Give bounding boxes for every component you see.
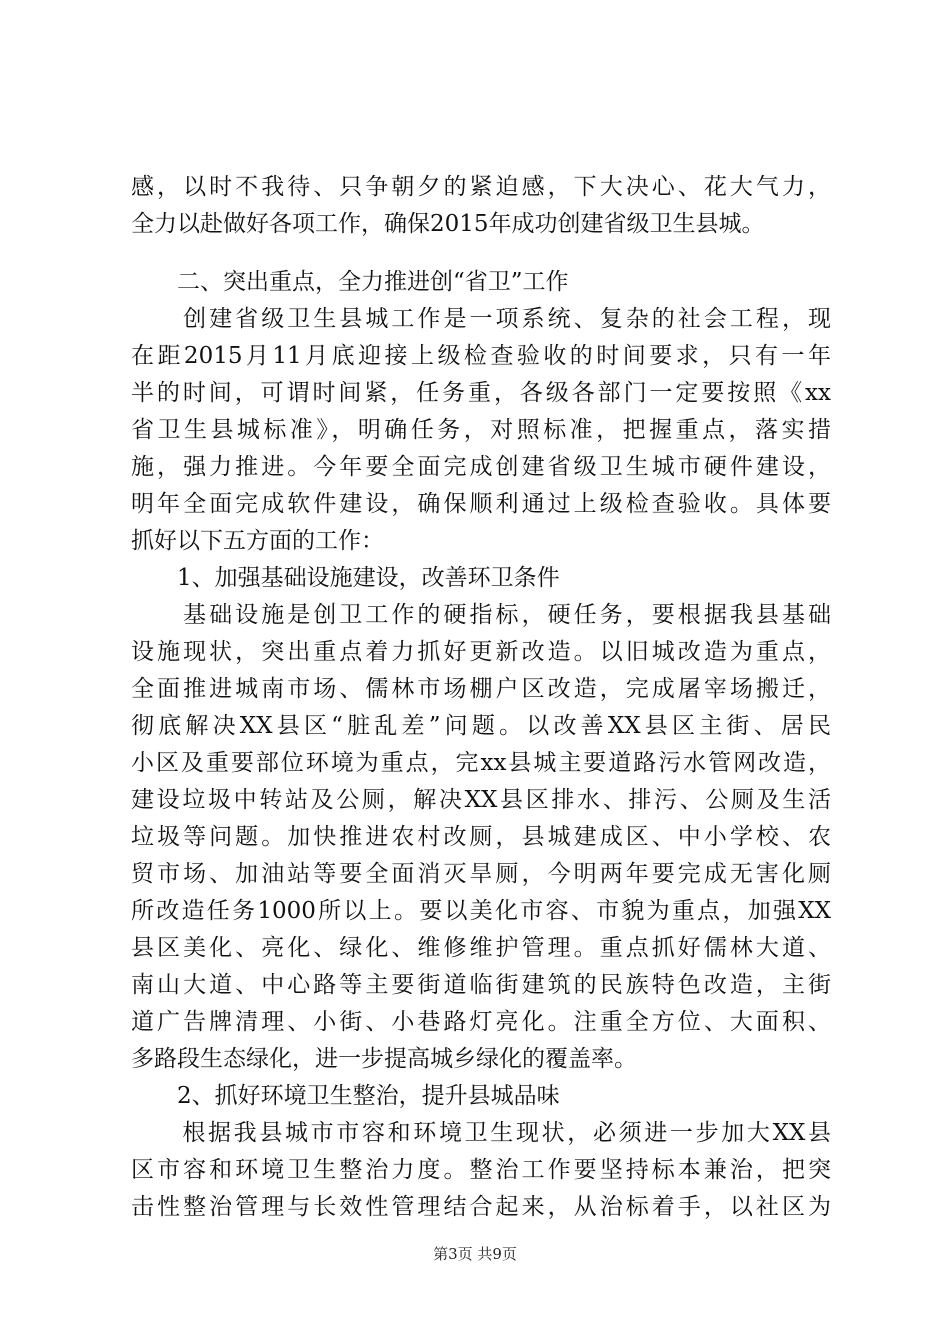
text-line: 在距2015月11月底迎接上级检查验收的时间要求，只有一年 — [131, 343, 831, 369]
text-line: 基础设施是创卫工作的硬指标，硬任务，要根据我县基础 — [131, 602, 831, 628]
text-line: 击性整治管理与长效性管理结合起来，从治标着手，以社区为 — [131, 1194, 831, 1220]
text-line: 全力以赴做好各项工作，确保2015年成功创建省级卫生县城。 — [131, 211, 765, 237]
page-footer: 第3页 共9页 — [433, 1245, 517, 1263]
text-line: 省卫生县城标准》，明确任务，对照标准，把握重点，落实措 — [131, 417, 831, 443]
text-line: 根据我县城市市容和环境卫生现状，必须进一步加大XX县 — [131, 1120, 831, 1146]
text-line: 贸市场、加油站等要全面消灭旱厕，今明两年要完成无害化厕 — [131, 861, 831, 887]
text-line: 半的时间，可谓时间紧，任务重，各级各部门一定要按照《xx — [131, 380, 831, 406]
text-line: 多路段生态绿化，进一步提高城乡绿化的覆盖率。 — [131, 1046, 637, 1072]
text-line: 感，以时不我待、只争朝夕的紧迫感，下大决心、花大气力， — [131, 174, 831, 200]
text-line: 县区美化、亮化、绿化、维修维护管理。重点抓好儒林大道、 — [131, 935, 831, 961]
text-line: 建设垃圾中转站及公厕，解决XX县区排水、排污、公厕及生活 — [131, 787, 831, 813]
text-line: 设施现状，突出重点着力抓好更新改造。以旧城改造为重点， — [131, 639, 831, 665]
text-line: 创建省级卫生县城工作是一项系统、复杂的社会工程，现 — [131, 306, 831, 332]
text-line: 抓好以下五方面的工作： — [131, 528, 384, 554]
text-line: 明年全面完成软件建设，确保顺利通过上级检查验收。具体要 — [131, 491, 831, 517]
subsection-heading: 2、抓好环境卫生整治，提升县城品味 — [131, 1083, 560, 1109]
section-heading: 二、突出重点，全力推进创“省卫”工作 — [131, 269, 569, 295]
text-line: 施，强力推进。今年要全面完成创建省级卫生城市硬件建设， — [131, 454, 831, 480]
text-line: 区市容和环境卫生整治力度。整治工作要坚持标本兼治，把突 — [131, 1157, 831, 1183]
text-line: 彻底解决XX县区“脏乱差”问题。以改善XX县区主街、居民 — [131, 713, 831, 739]
text-line: 道广告牌清理、小街、小巷路灯亮化。注重全方位、大面积、 — [131, 1009, 831, 1035]
text-line: 小区及重要部位环境为重点，完xx县城主要道路污水管网改造， — [131, 750, 831, 776]
text-line: 南山大道、中心路等主要街道临街建筑的民族特色改造，主街 — [131, 972, 831, 998]
text-line: 垃圾等问题。加快推进农村改厕，县城建成区、中小学校、农 — [131, 824, 831, 850]
text-line: 所改造任务1000所以上。要以美化市容、市貌为重点，加强XX — [131, 898, 831, 924]
subsection-heading: 1、加强基础设施建设，改善环卫条件 — [131, 565, 560, 591]
text-line: 全面推进城南市场、儒林市场棚户区改造，完成屠宰场搬迁， — [131, 676, 831, 702]
